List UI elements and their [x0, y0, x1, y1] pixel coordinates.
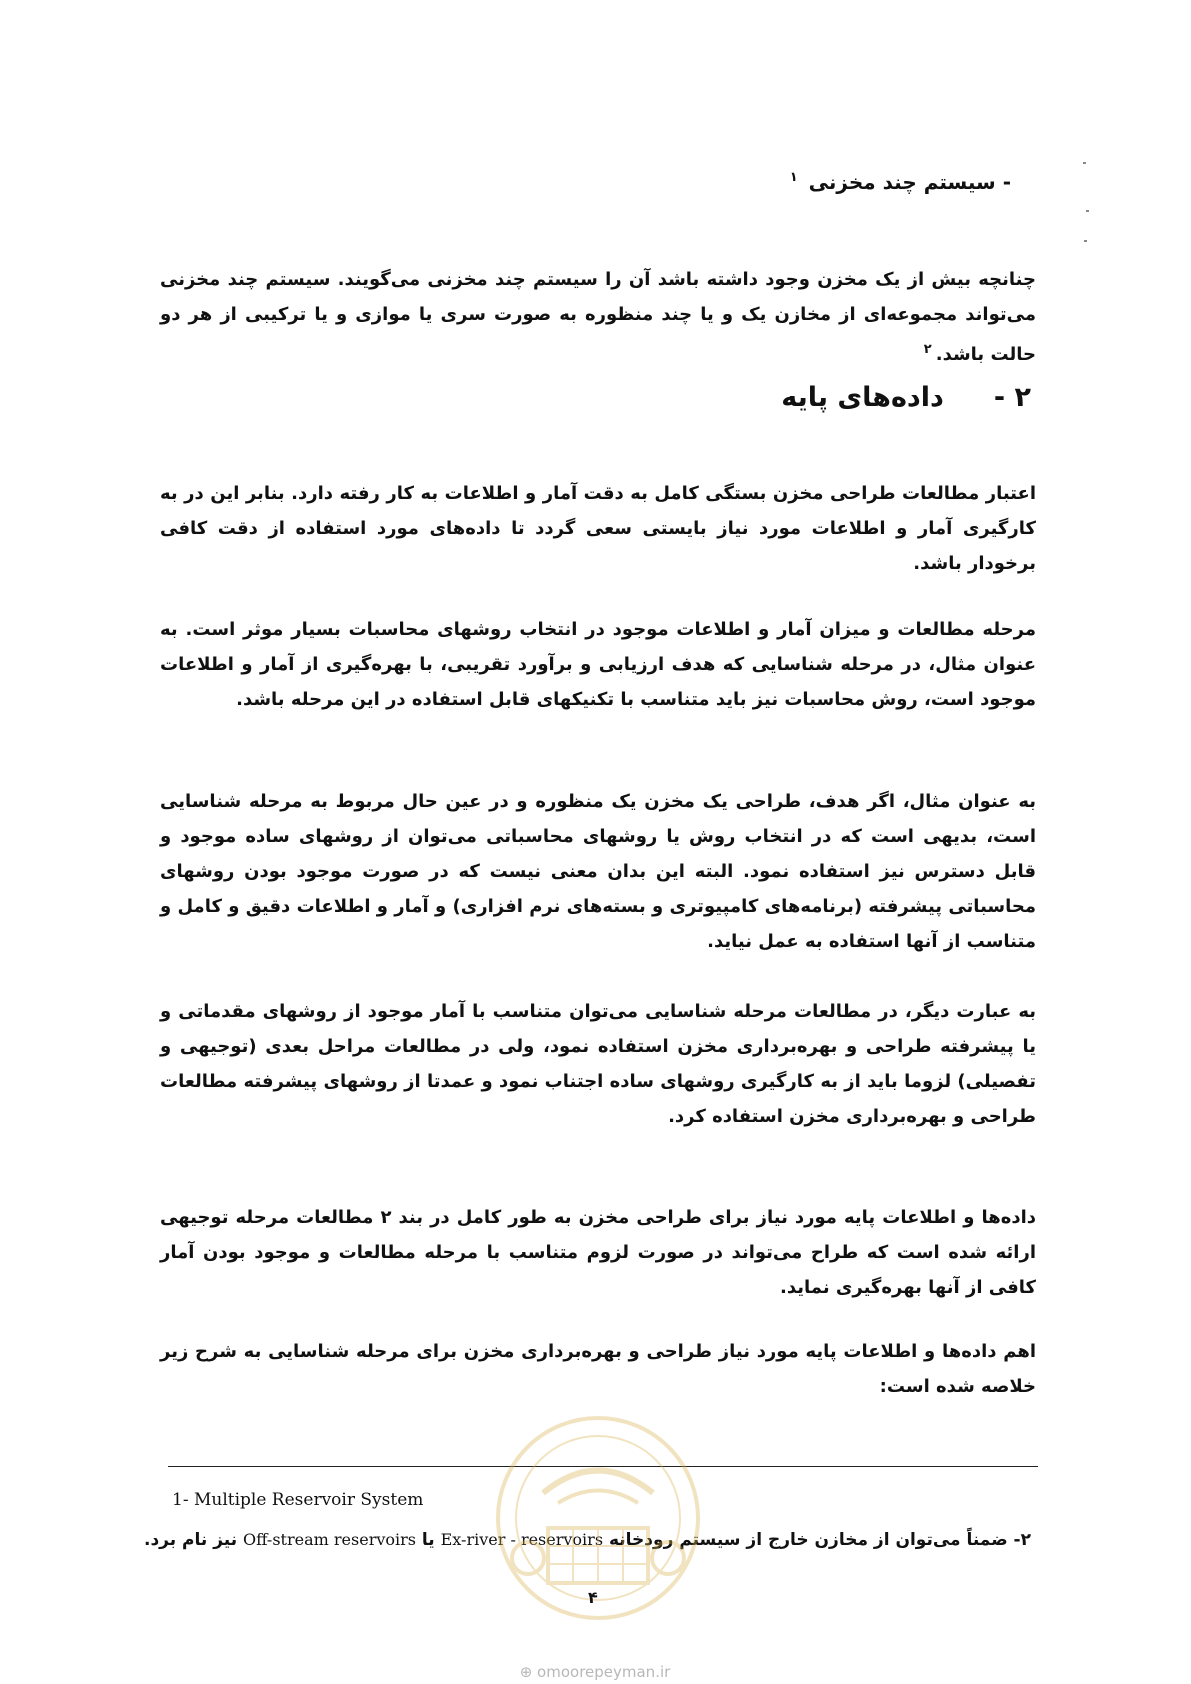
scan-mark — [1086, 210, 1089, 212]
paragraph: اعتبار مطالعات طراحی مخزن بستگی کامل به دقت آمار و اطلاعات به کار رفته دارد. بنابر این در به کارگیری آمار و اطلاعات مورد نیاز بایستی سعی گردد تا داده‌های مورد استفاده از دقت کافی برخودار باشد. — [160, 483, 1036, 574]
intro-paragraph — [160, 262, 1036, 372]
section-heading — [781, 382, 1031, 413]
scan-mark — [1083, 162, 1086, 164]
footnote-2-prefix: ۲- ضمناً می‌توان از مخازن خارج از سیستم رودخانه — [608, 1530, 1031, 1550]
footnote-ref-2: ۲ — [923, 342, 932, 357]
paragraph: داده‌ها و اطلاعات پایه مورد نیاز برای طراحی مخزن به طور کامل در بند ۲ مطالعات مرحله توجیهی ارائه شده است که طراح می‌تواند در صورت لزوم متناسب با مرحله مطالعات و موجود بودن آمار کافی از آنها بهره‌گیری نماید. — [160, 1207, 1037, 1298]
intro-text: چنانچه بیش از یک مخزن وجود داشته باشد آن را سیستم چند مخزنی می‌گویند. سیستم چند مخزنی می‌تواند مجموعه‌ای از مخازن یک و یا چند منظوره به صورت سری یا موازی و یا ترکیبی از هر دو حالت باشد. — [160, 269, 1036, 365]
footnote-2-term-1: Ex-river - reservoirs — [440, 1530, 604, 1549]
footnote-ref-1: ۱ — [789, 170, 798, 186]
section-title: داده‌های پایه — [781, 382, 944, 413]
footnote-2-suffix: نیز نام برد. — [143, 1530, 238, 1550]
globe-icon: ⊕ — [519, 1663, 533, 1681]
paragraph: به عبارت دیگر، در مطالعات مرحله شناسایی می‌توان متناسب با آمار موجود از روشهای مقدماتی و یا پیشرفته طراحی و بهره‌برداری مخزن استفاده نمود، ولی در مطالعات مراحل بعدی (توجیهی و تفصیلی) لزوما باید از به کارگیری روشهای ساده اجتناب نمود و عمدتا از روشهای پیشرفته مطالعات طراحی و بهره‌برداری مخزن استفاده کرد. — [160, 1001, 1036, 1127]
watermark-seal-icon — [488, 1408, 708, 1628]
footnote-1: 1- Multiple Reservoir System — [172, 1490, 424, 1510]
paragraph: مرحله مطالعات و میزان آمار و اطلاعات موجود در انتخاب روشهای محاسبات بسیار موثر است. به عنوان مثال، در مرحله شناسایی که هدف ارزیابی و برآورد تقریبی، با بهره‌گیری از آمار و اطلاعات موجود است، روش محاسبات نیز باید متناسب با تکنیکهای قابل استفاده در این مرحله باشد. — [160, 619, 1036, 710]
paragraph: به عنوان مثال، اگر هدف، طراحی یک مخزن یک منظوره و در عین حال مربوط به مرحله شناسایی است، بدیهی است که در انتخاب روش یا روشهای محاسباتی می‌توان از روشهای ساده موجود و قابل دسترس نیز استفاده نمود. البته این بدان معنی نیست که در صورت موجود بودن روشهای محاسباتی پیشرفته (برنامه‌های کامپیوتری و بسته‌های نرم افزاری) و آمار و اطلاعات دقیق و کامل و متناسب از آنها استفاده به عمل نیاید. — [160, 791, 1036, 952]
footnote-2-mid: یا — [421, 1530, 435, 1550]
subheading-text: - سیستم چند مخزنی — [808, 170, 1011, 194]
paragraph: اهم داده‌ها و اطلاعات پایه مورد نیاز طراحی و بهره‌برداری مخزن برای مرحله شناسایی به شرح زیر خلاصه شده است: — [160, 1341, 1036, 1397]
footnote-2-term-2: Off-stream reservoirs — [243, 1530, 416, 1549]
section-number: ۲ - — [993, 382, 1031, 413]
page-number: ۴ — [588, 1588, 598, 1607]
watermark-site — [495, 1663, 695, 1681]
watermark-site-text: omoorepeyman.ir — [537, 1663, 671, 1681]
subheading — [790, 170, 1011, 194]
scan-mark — [1084, 240, 1087, 242]
